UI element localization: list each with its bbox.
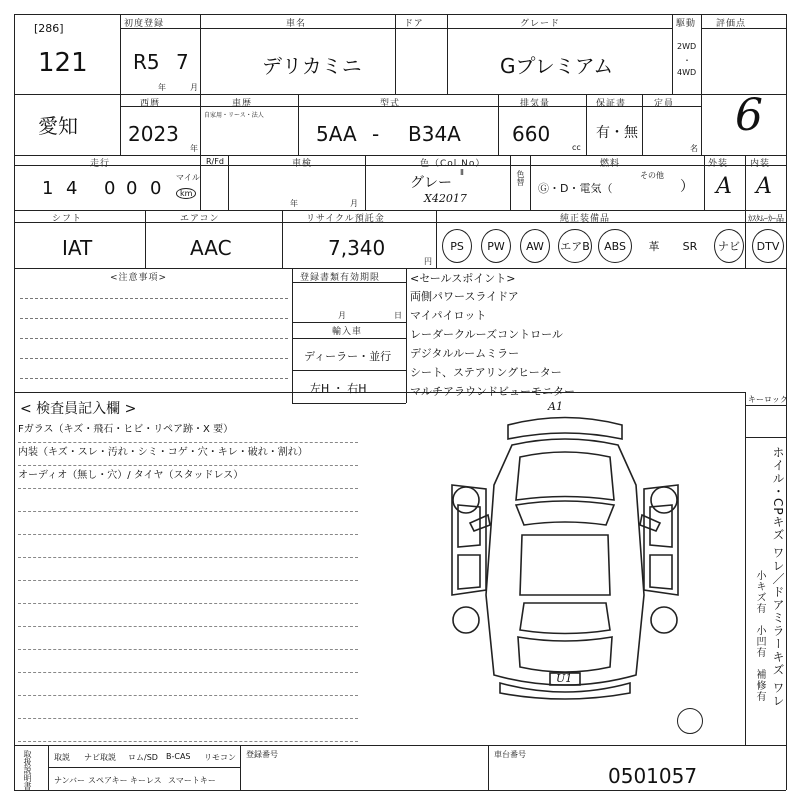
inspector-line: [18, 535, 358, 558]
inspector-line: [18, 489, 358, 512]
sales-point: シート、ステアリングヒーター: [410, 366, 562, 379]
drive-dot: ・: [683, 56, 691, 65]
caution-label: <注意事項>: [110, 273, 168, 283]
item-smart-key: スマートキー: [168, 776, 216, 785]
displacement: 660: [512, 122, 551, 146]
lot-number: 121: [38, 48, 88, 78]
sales-point: レーダークルーズコントロール: [410, 328, 563, 341]
item-spare-key: スペアキー: [88, 776, 128, 785]
inspector-lines: [18, 420, 358, 742]
shift: IAT: [62, 236, 93, 260]
item-bcas: B-CAS: [166, 752, 191, 761]
color-code: X42017: [424, 192, 467, 205]
inspector-line: オーディオ（無し・穴）/ タイヤ（スタッドレス）: [18, 466, 358, 489]
sales-point: マイパイロット: [410, 309, 487, 322]
side-note-main: ホイル・CPキズ ワレ／ドアミラーキズ ワレ: [771, 446, 785, 708]
mileage-digit: 1: [42, 178, 54, 199]
inspection-label: 車検: [292, 159, 313, 169]
grade: Gプレミアム: [500, 54, 614, 78]
equip-sunroof: SR: [682, 239, 698, 253]
equip-airbag: エアB: [558, 229, 592, 263]
inspector-line: [18, 696, 358, 719]
fuel-other-label: その他: [640, 171, 664, 180]
reg-month-mark: 月: [338, 311, 346, 320]
chassis-number: 0501057: [608, 764, 698, 788]
history-small: 自家用・リース・法人: [204, 112, 264, 119]
first-reg-label: 初度登録: [124, 19, 165, 29]
fuel-options: Ⓖ・D・電気（: [538, 182, 613, 195]
equip-aw: AW: [520, 229, 550, 263]
first-reg-month: 7: [176, 50, 189, 74]
grade-label: グレード: [520, 19, 561, 29]
inspector-line: [18, 604, 358, 627]
reg-no-label: 登録番号: [246, 750, 278, 759]
reg-deadline-label: 登録書類有効期限: [300, 273, 381, 283]
recycle-fee-label: リサイクル預託金: [306, 214, 385, 224]
items-label: 取扱説明書: [23, 750, 32, 790]
inspector-line: [18, 719, 358, 742]
color-change-label: 色替: [516, 170, 525, 186]
equip-ps: PS: [442, 229, 472, 263]
customer-label: ｶｽﾀﾑｰｶｰ品: [748, 214, 784, 223]
equip-navi: ナビ: [714, 229, 744, 263]
door-label: ドア: [404, 19, 424, 29]
import-label: 輸入車: [332, 327, 363, 337]
item-manual: 取説: [54, 753, 70, 762]
item-navi-manual: ナビ取説: [84, 753, 116, 762]
mileage-label: 走行: [90, 159, 111, 169]
color-label: 色（Col.No）: [420, 159, 486, 169]
mileage-digit: 0: [150, 178, 162, 199]
interior-label: 内装: [750, 159, 771, 169]
year: 2023: [128, 122, 179, 146]
inspector-line: 内装（キズ・スレ・汚れ・シミ・コゲ・穴・キレ・破れ・割れ）: [18, 443, 358, 466]
equip-dtv: DTV: [752, 229, 784, 263]
sales-point: マルチアラウンドビューモニター: [410, 385, 575, 398]
car-diagram: [440, 405, 690, 705]
sales-points-list: [410, 288, 575, 402]
unit-mile: マイル: [176, 173, 200, 182]
first-reg-value: R5: [133, 50, 160, 74]
color: グレー: [410, 175, 452, 191]
color-mark: Ⅱ: [460, 168, 464, 177]
warranty: 有・無: [596, 125, 638, 141]
year-unit: 年: [190, 144, 198, 153]
side-note-sub: 小キズ有 小凹有 補修有: [754, 570, 765, 702]
inspector-line: [18, 512, 358, 535]
car-name-label: 車名: [286, 19, 307, 29]
equipment-label: 純正装備品: [560, 214, 611, 224]
equip-abs: ABS: [598, 229, 632, 263]
capacity-label: 定員: [654, 99, 675, 109]
equip-pw: PW: [481, 229, 511, 263]
fuel-close: ）: [680, 179, 694, 195]
inspector-line: [18, 558, 358, 581]
region: 愛知: [38, 114, 78, 138]
interior-grade: A: [756, 174, 772, 199]
mileage-digit: 4: [66, 178, 78, 199]
chassis-label: 車台番号: [494, 750, 526, 759]
inspection-month-mark: 月: [350, 199, 358, 208]
inspector-title: < 検査員記入欄 >: [20, 401, 137, 417]
fuel-label: 燃料: [600, 159, 621, 169]
ac: AAC: [190, 236, 232, 260]
ac-label: エアコン: [180, 214, 220, 224]
damage-mark-rear: U1: [556, 672, 573, 685]
mileage-digit: 0: [104, 178, 116, 199]
model-label: 型式: [380, 99, 401, 109]
mileage-digit: 0: [126, 178, 138, 199]
model-code: B34A: [408, 122, 461, 146]
recycle-fd-label: R/Fd: [206, 157, 224, 166]
capacity-unit: 名: [690, 144, 698, 153]
model-dash: -: [372, 122, 380, 146]
score: 6: [735, 90, 763, 141]
yen-unit: 円: [424, 257, 432, 266]
sales-point: デジタルルームミラー: [410, 347, 520, 360]
equip-leather: 革: [648, 240, 660, 253]
inspector-line: [18, 581, 358, 604]
item-remote: リモコン: [204, 753, 236, 762]
drive-2wd: 2WD: [677, 42, 697, 51]
model-prefix: 5AA: [316, 122, 357, 146]
month-mark: 月: [190, 83, 198, 92]
warranty-label: 保証書: [596, 99, 627, 109]
year-mark: 年: [158, 83, 166, 92]
inspector-line: Fガラス（キズ・飛石・ヒビ・リペア跡・X 要）: [18, 420, 358, 443]
damage-mark-front: A1: [548, 400, 563, 413]
inspector-line: [18, 673, 358, 696]
inspection-year-mark: 年: [290, 199, 298, 208]
exterior-label: 外装: [708, 159, 729, 169]
inspector-line: [18, 627, 358, 650]
inspector-line: [18, 650, 358, 673]
item-plate: ナンバー: [54, 776, 86, 785]
reg-day-mark: 日: [394, 311, 402, 320]
key-lock-label: キーロック: [748, 395, 788, 404]
lot-code: [286]: [34, 22, 64, 35]
year-label: 西暦: [140, 99, 161, 109]
item-keyless: キーレス: [130, 776, 162, 785]
unit-km: km: [176, 188, 196, 199]
exterior-grade: A: [716, 174, 732, 199]
hand-drive: 左H ・ 右H: [310, 382, 367, 395]
shift-label: シフト: [52, 214, 83, 224]
dealer-label: ディーラー・並行: [304, 350, 392, 363]
sales-label: <セールスポイント>: [410, 272, 516, 285]
score-label: 評価点: [716, 19, 747, 29]
drive-4wd: 4WD: [677, 68, 697, 77]
sales-point: 両側パワースライドア: [410, 290, 519, 303]
displacement-label: 排気量: [520, 99, 551, 109]
recycle-fee: 7,340: [328, 236, 386, 260]
car-name: デリカミニ: [262, 54, 362, 78]
item-rom-sd: ロム/SD: [128, 753, 158, 762]
spare-tire-icon: [677, 708, 703, 734]
history-label: 車歴: [232, 99, 253, 109]
cc-unit: cc: [572, 143, 581, 152]
drive-label: 駆動: [676, 19, 697, 29]
